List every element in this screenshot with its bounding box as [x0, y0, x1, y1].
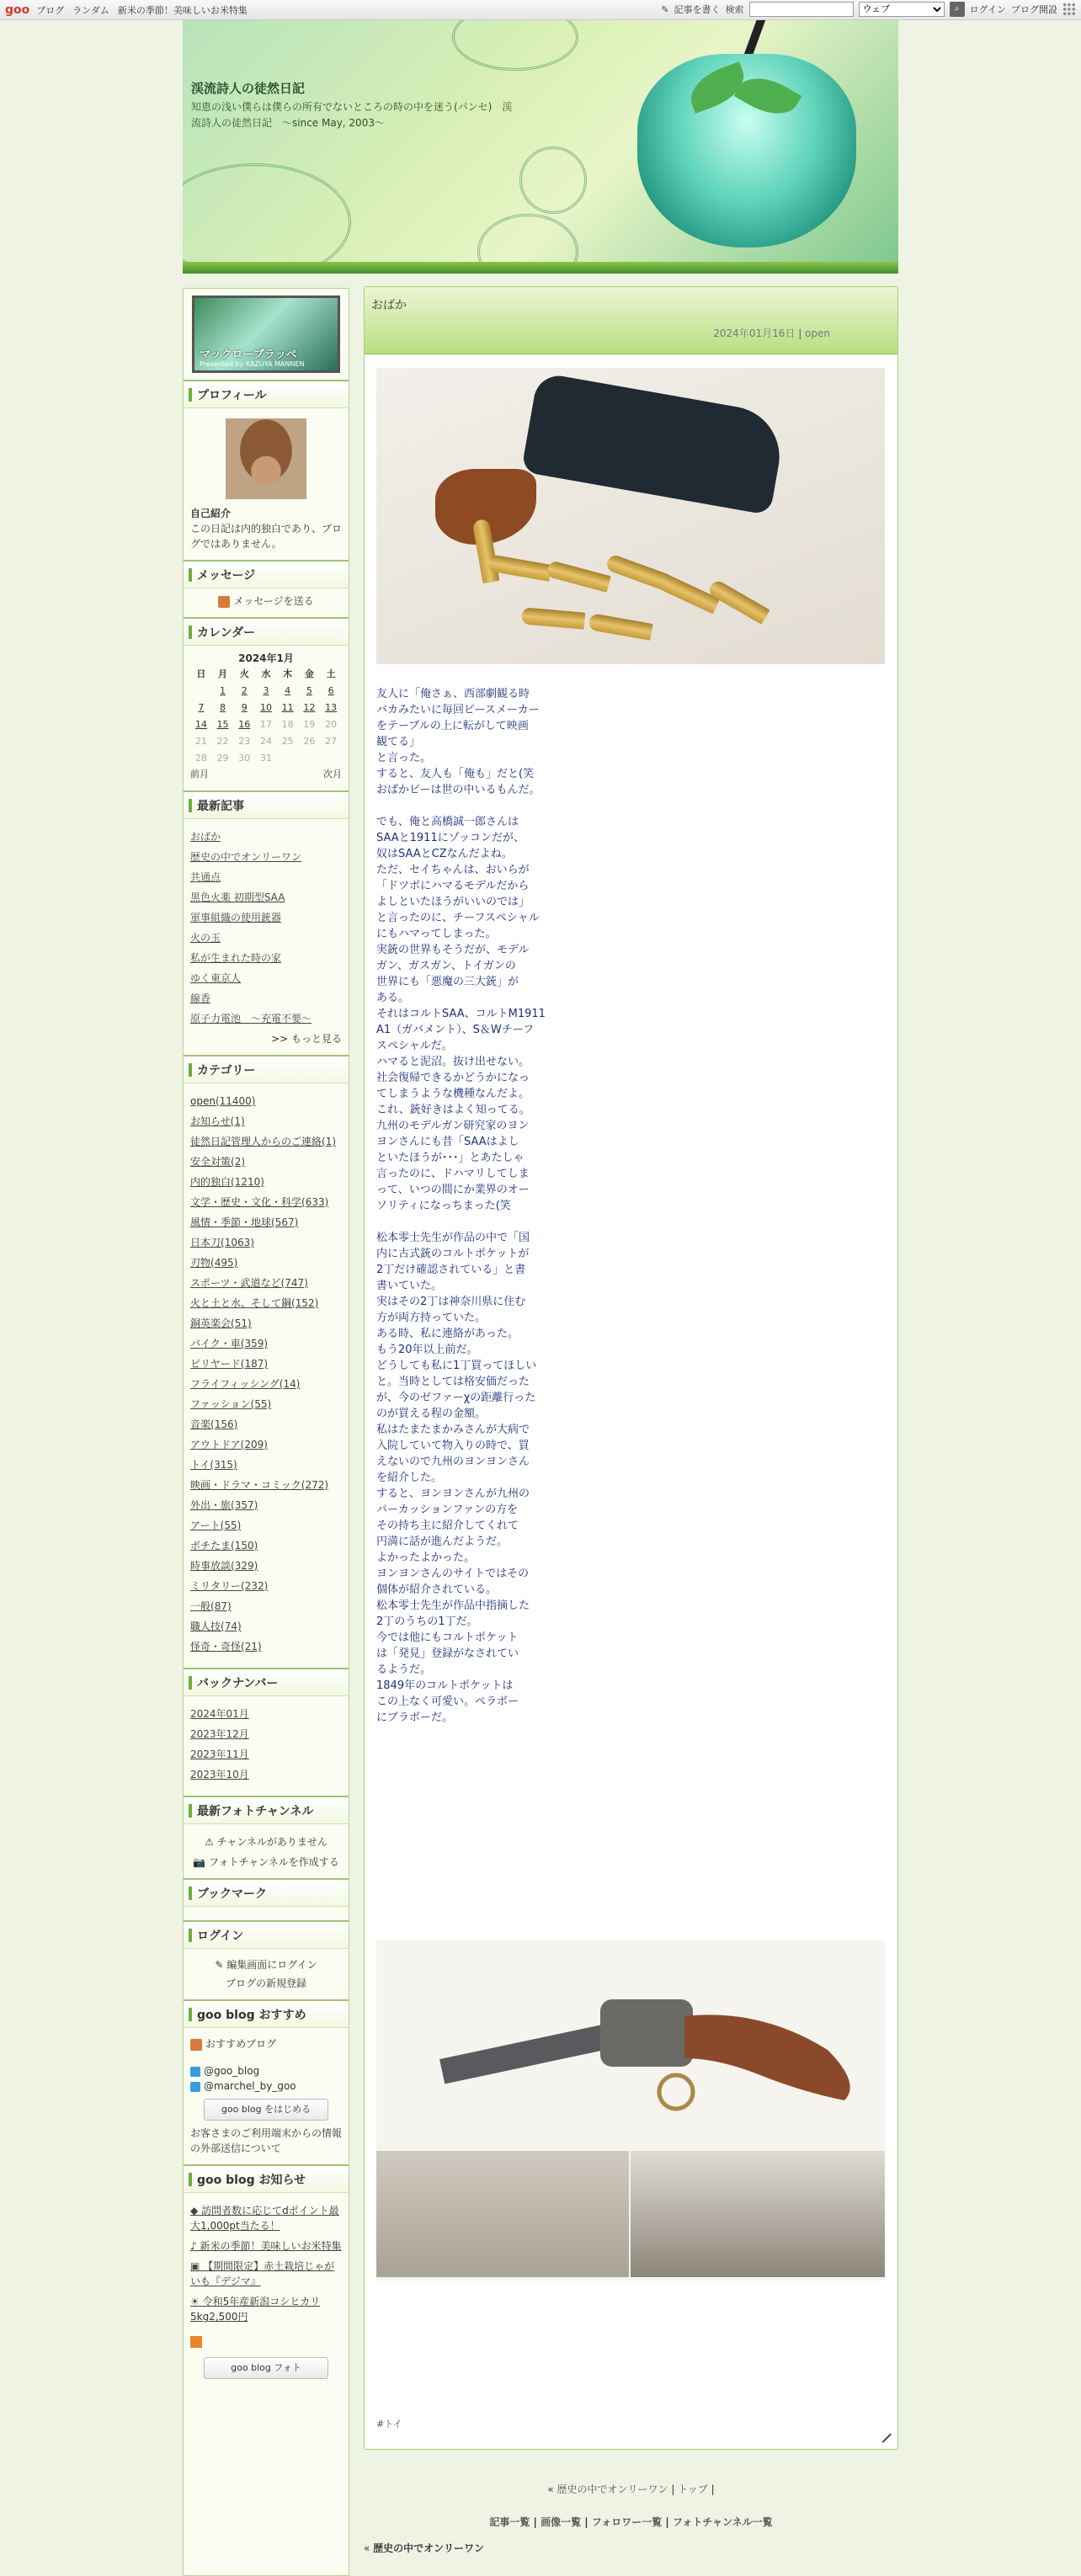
mascot-title: マックローブラッペ — [200, 349, 297, 361]
bullet-image — [546, 560, 611, 593]
category-count: (232) — [241, 1580, 269, 1592]
category-count: (747) — [280, 1277, 308, 1289]
category-count: (1210) — [231, 1176, 264, 1188]
recent-post-link[interactable]: 軍事組織の使用銃器 — [190, 912, 282, 923]
back-link-row: « 歴史の中でオンリーワン — [364, 2542, 485, 2554]
barrel-closeup-image — [631, 2151, 885, 2277]
calendar-day: 19 — [303, 719, 316, 730]
twitter-icon — [190, 2067, 200, 2077]
blog-description: 知恵の浅い僕らは僕らの所有でないところの時の中を迷う(パンセ) 渓流詩人の徒然日記 ～since May, 2003～ — [191, 101, 513, 129]
search-icon[interactable]: ⌕ — [950, 2, 965, 17]
photo-button[interactable]: goo blog フォト — [204, 2357, 328, 2379]
category-link[interactable]: アウトドア — [190, 1439, 241, 1450]
avatar[interactable] — [226, 418, 306, 499]
category-count: (1) — [322, 1136, 337, 1147]
category-count: (315) — [210, 1459, 237, 1471]
follower-list-link[interactable]: フォロワー一覧 — [591, 2516, 663, 2528]
intro-text: この日記は内的独白であり、ブログではありません。 — [190, 523, 343, 550]
category-count: (567) — [271, 1216, 299, 1228]
calendar-day — [299, 750, 321, 767]
colt-pocket-image — [407, 1957, 878, 2142]
edit-login-link[interactable]: 編集画面にログイン — [226, 1959, 317, 1971]
post-body: 友人に「俺さぁ、西部劇観る時 バカみたいに毎回ピースメーカー をテーブルの上に転がして映画 観てる」 と言った。 すると、友人も「俺も」だと(笑 おばかビーは世の中いるもんだ。 でも、俺と高橋誠一郎さんは SAAと1911にゾッコンだが、 奴はSAAとCZなんだよね。 ただ、セイちゃんは、おいらが 「ドツボにハマるモデルだから よしといたほうがいいのでは」 と言ったのに、チーフスペシャル にもハマってしまった。 実銃の世界もそうだが、モデル ガン、ガスガン、トイガンの 世界にも「悪魔の三大銃」が ある。 それはコルトSAA、コルトM1911 A1（ガバメント）、S＆Wチーフ スペシャルだ。 ハマると泥沼。抜け出せない。 社会復帰できるかどうかになっ てしまうような機種なんだよ。 これ、銃好きはよく知ってる。 九州のモデルガン研究家のヨン ヨンさんにも昔「SAAはよし といたほうが･･･」とあたしゃ 言ったのに、ドハマリしてしま って、いつの間にか業界のオー ソリティになっちまった(笑 松本零士先生が作品の中で「国 内に古式銃のコルトポケットが 2丁だけ確認されている」と書 書いていた。 実はその2丁は神奈川県に住む 方が両方持っていた。 ある時、私に連絡があった。 もう20年以上前だ。 どうしても私に1丁買ってほしい と。当時としては格安価だった が、今のゼファーχの距離行った のが買える程の金額。 私はたまたまかみさんが大病で 入院していて物入りの時で、買 えないので九州のヨンヨンさん を紹介した。 すると、ヨンヨンさんが九州の パーカッションファンの方を その持ち主に紹介してくれて 円満に話が進んだようだ。 よかったよかった。 ヨンヨンさんのサイトではその 個体が紹介されている。 松本零士先生が作品中指摘した 2丁のうちの1丁だ。 今では他にもコルトポケット は「発見」登録がなされてい るようだ。 1849年のコルトポケットは この上なく可愛い。ペラボー にブラボーだ。 — [376, 688, 546, 1724]
calendar-next-link[interactable]: 次月 — [323, 769, 342, 780]
recent-post-link[interactable]: 原子力電池 ～充電不要～ — [190, 1013, 312, 1025]
category-link[interactable]: 刃物 — [190, 1257, 211, 1269]
calendar-day[interactable]: 15 — [216, 719, 229, 730]
calendar-day: 20 — [325, 719, 338, 730]
calendar-day[interactable]: 5 — [306, 685, 312, 696]
category-count: (55) — [220, 1520, 242, 1531]
calendar-month: 2024年1月 — [238, 652, 294, 664]
more-posts-link[interactable]: >> もっと見る — [271, 1033, 342, 1045]
lace-ornament — [452, 20, 578, 71]
calendar-day: 24 — [259, 736, 272, 747]
calendar-day: 29 — [216, 753, 229, 764]
category-count: (209) — [240, 1439, 268, 1450]
calendar-day: 25 — [281, 736, 294, 747]
nav-blog[interactable]: ブログ — [36, 4, 65, 16]
bullet-image — [521, 607, 585, 629]
notice-link[interactable]: 新米の季節！美味しいお米特集 — [200, 2240, 342, 2252]
register-link[interactable]: ブログの新規登録 — [225, 1977, 306, 1989]
calendar-day — [320, 750, 342, 767]
lace-ornament — [519, 146, 587, 214]
category-count: (359) — [240, 1338, 269, 1349]
post-date[interactable]: 2024年01月16日 — [713, 327, 796, 339]
category-link[interactable]: 怪奇・奇怪 — [190, 1641, 242, 1653]
blog-title[interactable]: 渓流詩人の徒然日記 — [191, 81, 306, 96]
calendar-day[interactable]: 12 — [303, 702, 316, 713]
pencil-icon: ✎ — [215, 1959, 224, 1971]
recent-post-link[interactable]: 黒色火薬 初期型SAA — [190, 891, 285, 903]
notice-link[interactable]: 訪問者数に応じてdポイント最大1,000pt当たる！ — [190, 2205, 339, 2232]
diamond-icon: ◆ — [190, 2205, 199, 2217]
category-link[interactable]: ファッション — [190, 1398, 251, 1410]
category-link[interactable]: 安全対策 — [190, 1156, 232, 1168]
category-link[interactable]: 時事放談 — [190, 1560, 232, 1572]
calendar-day: 31 — [259, 753, 272, 764]
calendar-day — [190, 683, 212, 700]
category-link[interactable]: バイク・車 — [190, 1338, 241, 1349]
colt-pocket-photo — [376, 1940, 885, 2281]
category-link[interactable]: 文学・歴史・文化・科学 — [190, 1196, 302, 1208]
category-link[interactable]: 外出・旅 — [190, 1499, 232, 1511]
calendar-day[interactable]: 14 — [194, 719, 207, 730]
category-link[interactable]: アート — [190, 1520, 221, 1531]
login-heading: ログイン — [184, 1920, 349, 1949]
category-link[interactable]: 日本刀 — [190, 1237, 221, 1248]
blog-icon — [190, 2039, 202, 2051]
mascot-subtitle: Presented by KAZUYA MANNEN — [200, 360, 305, 368]
edit-icon[interactable] — [875, 2426, 892, 2443]
twitter-link[interactable]: @goo_blog — [204, 2065, 260, 2077]
category-link[interactable]: 一般 — [190, 1600, 211, 1612]
calendar-prev-link[interactable]: 前月 — [190, 769, 209, 780]
profile-heading: プロフィール — [184, 380, 349, 408]
lace-ornament — [183, 163, 351, 262]
post-category[interactable]: open — [805, 327, 830, 339]
category-count: (55) — [250, 1398, 272, 1410]
recent-post-link[interactable]: 歴史の中でオンリーワン — [190, 851, 302, 863]
category-count: (2) — [231, 1156, 246, 1168]
calendar-day: 22 — [216, 736, 229, 747]
back-post-link[interactable]: 歴史の中でオンリーワン — [373, 2542, 485, 2554]
calendar-heading: カレンダー — [184, 617, 349, 646]
camera-icon: 📷 — [193, 1856, 206, 1868]
open-blog-link[interactable]: ブログ開設 — [1011, 4, 1057, 15]
calendar-day[interactable]: 9 — [241, 702, 248, 713]
header-bar — [183, 262, 898, 274]
calendar-day: 21 — [194, 736, 207, 747]
music-icon: ♪ — [190, 2240, 197, 2252]
category-link[interactable]: 火と土と水、そして鋼 — [190, 1297, 292, 1309]
recent-post-link[interactable]: おばか — [190, 831, 221, 843]
post-footer-nav: « 歴史の中でオンリーワン | トップ | 記事一覧 | 画像一覧 | フォロワー一覧 | フォトチャンネル一覧 — [489, 2483, 773, 2528]
photo-channel-heading: 最新フォトチャンネル — [184, 1796, 349, 1824]
revolver-image — [521, 372, 787, 515]
bookmark-heading: ブックマーク — [184, 1878, 349, 1907]
recommend-heading: goo blog おすすめ — [184, 1999, 349, 2028]
category-count: (74) — [221, 1621, 242, 1632]
weekday: 月 — [218, 668, 228, 679]
post-header — [365, 287, 897, 354]
intro-heading: 自己紹介 — [190, 508, 232, 519]
calendar-day[interactable]: 4 — [285, 685, 291, 696]
calendar-day[interactable]: 11 — [281, 702, 294, 713]
weekday: 日 — [196, 668, 206, 679]
gift-icon: ▣ — [190, 2260, 200, 2272]
calendar-day: 23 — [238, 736, 251, 747]
post-tag[interactable]: #トイ — [376, 2419, 402, 2430]
recommend-link[interactable]: おすすめブログ — [205, 2038, 277, 2050]
calendar-day[interactable]: 3 — [263, 685, 269, 696]
category-link[interactable]: ミリタリー — [190, 1580, 242, 1592]
weekday: 火 — [239, 668, 249, 679]
search-scope-select[interactable] — [859, 2, 945, 17]
category-link[interactable]: ボチたま — [190, 1540, 232, 1551]
calendar-day: 26 — [303, 736, 316, 747]
category-link[interactable]: お知らせ — [190, 1115, 231, 1127]
recent-posts-heading: 最新記事 — [184, 790, 349, 819]
nav-promo[interactable]: 新米の季節！美味しいお米特集 — [117, 4, 248, 16]
send-message-link[interactable]: メッセージを送る — [233, 595, 314, 607]
category-count: (1) — [230, 1115, 245, 1127]
write-post-link[interactable]: 記事を書く — [674, 4, 721, 15]
category-count: (11400) — [215, 1095, 256, 1107]
top-bar — [0, 0, 1081, 20]
lace-ornament — [477, 214, 578, 262]
category-link[interactable]: 職人技 — [190, 1621, 221, 1632]
category-count: (21) — [241, 1641, 262, 1653]
calendar-day[interactable]: 13 — [325, 702, 338, 713]
notice-heading: goo blog お知らせ — [184, 2164, 349, 2193]
category-link[interactable]: 音楽 — [190, 1418, 211, 1430]
goo-logo[interactable]: goo — [5, 3, 30, 17]
pencil-icon: ✎ — [661, 3, 669, 15]
category-link[interactable]: ビリヤード — [190, 1358, 241, 1370]
recent-post-link[interactable]: 私が生まれた時の家 — [190, 952, 282, 964]
calendar-day: 17 — [259, 719, 272, 730]
prev-post-link[interactable]: 歴史の中でオンリーワン — [556, 2483, 668, 2495]
twitter-icon — [190, 2082, 200, 2092]
post-title[interactable]: おばか — [371, 299, 407, 312]
recent-post-link[interactable]: 共通点 — [190, 871, 221, 883]
image-list-link[interactable]: 画像一覧 — [540, 2516, 582, 2528]
category-heading: カテゴリー — [184, 1055, 349, 1083]
category-link[interactable]: 銅英楽会 — [190, 1317, 232, 1329]
category-count: (272) — [301, 1479, 329, 1491]
category-count: (87) — [210, 1600, 232, 1612]
weekday: 土 — [326, 668, 336, 679]
weekday: 金 — [304, 668, 314, 679]
terms-link[interactable]: お客さまのご利用端末からの情報の外部送信について — [190, 2127, 343, 2154]
category-count: (329) — [231, 1560, 258, 1572]
category-link[interactable]: フライフィッシング — [190, 1378, 280, 1390]
category-link[interactable]: トイ — [190, 1459, 210, 1471]
category-count: (14) — [279, 1378, 301, 1390]
calendar-day: 18 — [281, 719, 294, 730]
calendar-day: 28 — [194, 753, 207, 764]
category-count: (1063) — [221, 1237, 254, 1248]
calendar-day[interactable]: 2 — [241, 685, 248, 696]
category-link[interactable]: スポーツ・武道など — [190, 1277, 281, 1289]
category-link[interactable]: 映画・ドラマ・コミック — [190, 1479, 301, 1491]
notice-link[interactable]: 【期間限定】赤土栽培じゃがいも『デジマ』 — [190, 2260, 335, 2287]
make-channel-link[interactable]: フォトチャンネルを作成する — [209, 1856, 339, 1868]
calendar-day[interactable]: 6 — [327, 685, 334, 696]
twitter-link[interactable]: @marchel_by_goo — [204, 2080, 296, 2092]
calendar-day: 30 — [238, 753, 251, 764]
category-count: (152) — [291, 1297, 319, 1309]
mascot-banner[interactable] — [192, 295, 340, 373]
notice-link[interactable]: 令和5年産新潟コシヒカリ5kg2,500円 — [190, 2296, 321, 2323]
top-bar-right — [661, 2, 1076, 17]
backnumber-link[interactable]: 2023年12月 — [190, 1728, 249, 1740]
blog-header — [183, 20, 898, 262]
login-link[interactable]: ログイン — [969, 4, 1006, 15]
sun-icon: ☀ — [190, 2296, 200, 2307]
revolver-photo — [376, 368, 885, 664]
recent-post-link[interactable]: 線香 — [190, 993, 211, 1004]
calendar-day[interactable]: 16 — [238, 719, 251, 730]
mail-icon — [218, 596, 230, 608]
search-input[interactable] — [749, 2, 854, 17]
post-meta: 2024年01月16日 | open — [713, 327, 830, 339]
search-label: 検索 — [725, 4, 744, 15]
weekday: 水 — [261, 668, 271, 679]
calendar-day: 27 — [325, 736, 338, 747]
backnumber-link[interactable]: 2023年10月 — [190, 1769, 249, 1780]
recent-post-link[interactable]: ゆく東京人 — [190, 972, 242, 984]
apps-grid-icon[interactable] — [1062, 3, 1076, 16]
warning-icon: ⚠ — [205, 1836, 214, 1848]
category-count: (357) — [231, 1499, 258, 1511]
backnumber-link[interactable]: 2023年11月 — [190, 1748, 249, 1760]
category-link[interactable]: 徒然日記管理人からのご連絡 — [190, 1136, 322, 1147]
category-count: (51) — [231, 1317, 252, 1329]
muzzle-closeup-image — [376, 2151, 629, 2277]
top-link[interactable]: トップ — [678, 2483, 708, 2495]
no-channel-text: チャンネルがありません — [216, 1836, 327, 1848]
post-container — [364, 286, 898, 2450]
category-count: (633) — [301, 1196, 329, 1208]
category-link[interactable]: 風情・季節・地球 — [190, 1216, 272, 1228]
bullet-image — [588, 613, 652, 641]
recent-post-link[interactable]: 火の玉 — [190, 932, 221, 944]
message-heading: メッセージ — [184, 560, 349, 588]
sidebar — [183, 288, 349, 2576]
photo-channel-list-link[interactable]: フォトチャンネル一覧 — [673, 2516, 773, 2528]
nav-random[interactable]: ランダム — [72, 4, 109, 16]
weekday: 木 — [283, 668, 293, 679]
calendar-day — [277, 750, 299, 767]
backnumber-link[interactable]: 2024年01月 — [190, 1708, 249, 1720]
category-list — [184, 1083, 349, 1668]
start-blog-button[interactable]: goo blog をはじめる — [204, 2099, 328, 2121]
calendar-day[interactable]: 8 — [220, 702, 226, 713]
calendar-day[interactable]: 1 — [220, 685, 226, 696]
post-list-link[interactable]: 記事一覧 — [489, 2516, 530, 2528]
backnumber-heading: バックナンバー — [184, 1668, 349, 1696]
category-count: (156) — [210, 1418, 238, 1430]
calendar-day[interactable]: 7 — [198, 702, 205, 713]
category-count: (150) — [231, 1540, 258, 1551]
category-count: (495) — [210, 1257, 238, 1269]
rss-icon[interactable] — [190, 2336, 202, 2348]
category-link[interactable]: open — [190, 1095, 216, 1107]
category-count: (187) — [240, 1358, 269, 1370]
calendar-day[interactable]: 10 — [259, 702, 272, 713]
category-link[interactable]: 内的独白 — [190, 1176, 232, 1188]
calendar — [190, 666, 342, 767]
